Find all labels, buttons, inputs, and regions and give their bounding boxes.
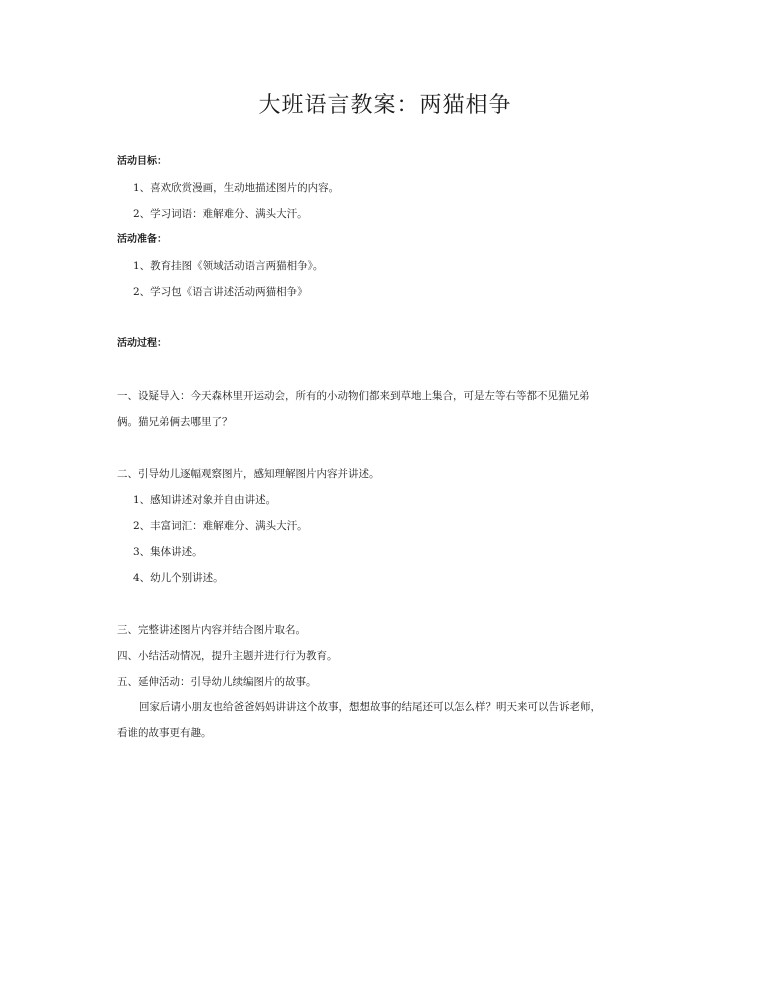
extension-line2: 看谁的故事更有趣。 xyxy=(117,727,212,739)
step2-item-3: 3、集体讲述。 xyxy=(133,546,203,558)
step1-line2: 俩。猫兄弟俩去哪里了？ xyxy=(117,416,233,428)
goal-item-2: 2、学习词语：难解难分、满头大汗。 xyxy=(133,208,308,220)
prep-item-2: 2、学习包《语言讲述活动两猫相争》 xyxy=(133,286,308,298)
step5-text: 五、延伸活动：引导幼儿续编图片的故事。 xyxy=(117,676,317,688)
document-title: 大班语言教案：两猫相争 xyxy=(258,93,512,118)
step2-item-1: 1、感知讲述对象并自由讲述。 xyxy=(133,494,277,506)
step1-line1: 一、设疑导入：今天森林里开运动会，所有的小动物们都来到草地上集合，可是左等右等都不见猫兄弟 xyxy=(117,390,590,402)
step3-text: 三、完整讲述图片内容并结合图片取名。 xyxy=(117,624,306,636)
step2-item-4: 4、幼儿个别讲述。 xyxy=(133,572,224,584)
step4-text: 四、小结活动情况，提升主题并进行行为教育。 xyxy=(117,650,338,662)
step2-text: 二、引导幼儿逐幅观察图片，感知理解图片内容并讲述。 xyxy=(117,468,380,480)
step2-item-2: 2、丰富词汇：难解难分、满头大汗。 xyxy=(133,520,308,532)
prep-item-1: 1、教育挂图《领域活动语言两猫相争》。 xyxy=(133,260,324,272)
extension-line1: 回家后请小朋友也给爸爸妈妈讲讲这个故事，想想故事的结尾还可以怎么样？明天来可以告诉老师， xyxy=(139,701,601,713)
goal-item-1: 1、喜欢欣赏漫画，生动地描述图片的内容。 xyxy=(133,182,340,194)
goals-heading: 活动目标： xyxy=(117,156,167,167)
prep-heading: 活动准备： xyxy=(117,234,167,245)
process-heading: 活动过程： xyxy=(117,338,167,349)
